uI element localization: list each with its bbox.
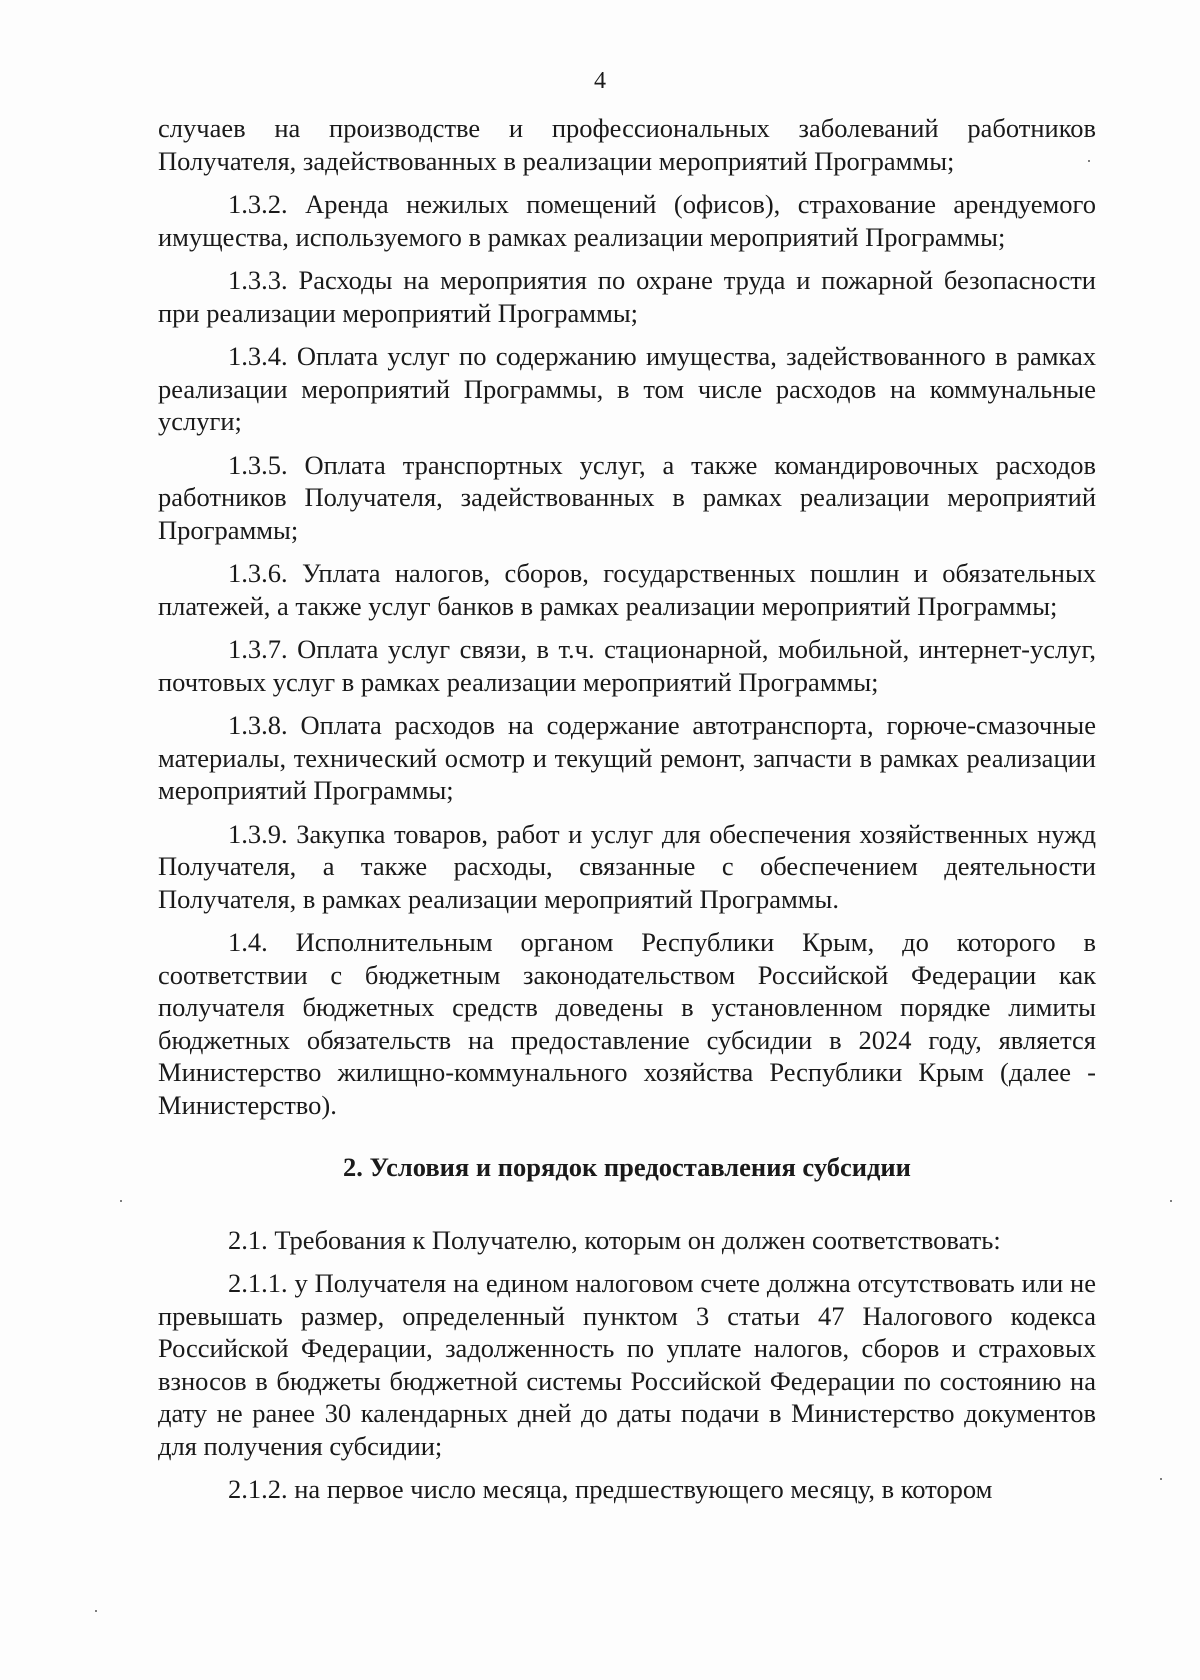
paragraph-1-3-8: 1.3.8. Оплата расходов на содержание автотранспорта, горюче-смазочные материалы, технический осмотр и текущий ремонт, запчасти в рамках реализации мероприятий Программы; (158, 710, 1096, 805)
paragraph-1-4: 1.4. Исполнительным органом Республики Крым, до которого в соответствии с бюджетным законодательством Российской Федерации как получателя бюджетных средств доведены в установленном порядке лимиты бюджетных обязательств на предоставление субсидии в 2024 году, является Министерство жилищно-коммунального хозяйства Республики Крым (далее - Министерство). (158, 927, 1096, 1120)
paragraph-1-3-7: 1.3.7. Оплата услуг связи, в т.ч. стационарной, мобильной, интернет-услуг, почтовых услуг в рамках реализации мероприятий Программы; (158, 634, 1096, 697)
scan-speck (120, 1200, 122, 1202)
scan-speck (1170, 1200, 1172, 1202)
section-heading: 2. Условия и порядок предоставления субсидии (343, 1152, 911, 1182)
document-body (158, 112, 1096, 1517)
paragraph-1-3-9: 1.3.9. Закупка товаров, работ и услуг для обеспечения хозяйственных нужд Получателя, а также расходы, связанные с обеспечением деятельности Получателя, в рамках реализации мероприятий Программы. (158, 818, 1096, 914)
paragraph-2-1-1: 2.1.1. у Получателя на едином налоговом счете должна отсутствовать или не превышать размер, определенный пунктом 3 статьи 47 Налогового кодекса Российской Федерации, задолженность по уплате налогов, сборов и страховых взносов в бюджеты бюджетной системы Российской Федерации по состоянию на дату не ранее 30 календарных дней до даты подачи в Министерство документов для получения субсидии; (158, 1268, 1096, 1461)
paragraph-continuation: случаев на производстве и профессиональных заболеваний работников Получателя, задействованных в реализации мероприятий Программы; (158, 113, 1096, 176)
scan-speck (1160, 1478, 1162, 1480)
page-number: 4 (594, 68, 606, 94)
paragraph-1-3-6: 1.3.6. Уплата налогов, сборов, государственных пошлин и обязательных платежей, а также услуг банков в рамках реализации мероприятий Программы; (158, 558, 1096, 621)
paragraph-1-3-2: 1.3.2. Аренда нежилых помещений (офисов), страхование арендуемого имущества, используемого в рамках реализации мероприятий Программы; (158, 189, 1096, 252)
paragraph-2-1: 2.1. Требования к Получателю, которым он должен соответствовать: (228, 1224, 1001, 1255)
scan-speck (95, 1610, 97, 1612)
paragraph-1-3-5: 1.3.5. Оплата транспортных услуг, а также командировочных расходов работников Получателя, задействованных в рамках реализации мероприятий Программы; (158, 449, 1096, 545)
paragraph-2-1-2: 2.1.2. на первое число месяца, предшествующего месяцу, в котором (228, 1474, 993, 1504)
paragraph-1-3-3: 1.3.3. Расходы на мероприятия по охране труда и пожарной безопасности при реализации мероприятий Программы; (158, 265, 1096, 328)
paragraph-1-3-4: 1.3.4. Оплата услуг по содержанию имущества, задействованного в рамках реализации мероприятий Программы, в том числе расходов на коммунальные услуги; (158, 341, 1096, 436)
scan-speck (1088, 160, 1090, 162)
